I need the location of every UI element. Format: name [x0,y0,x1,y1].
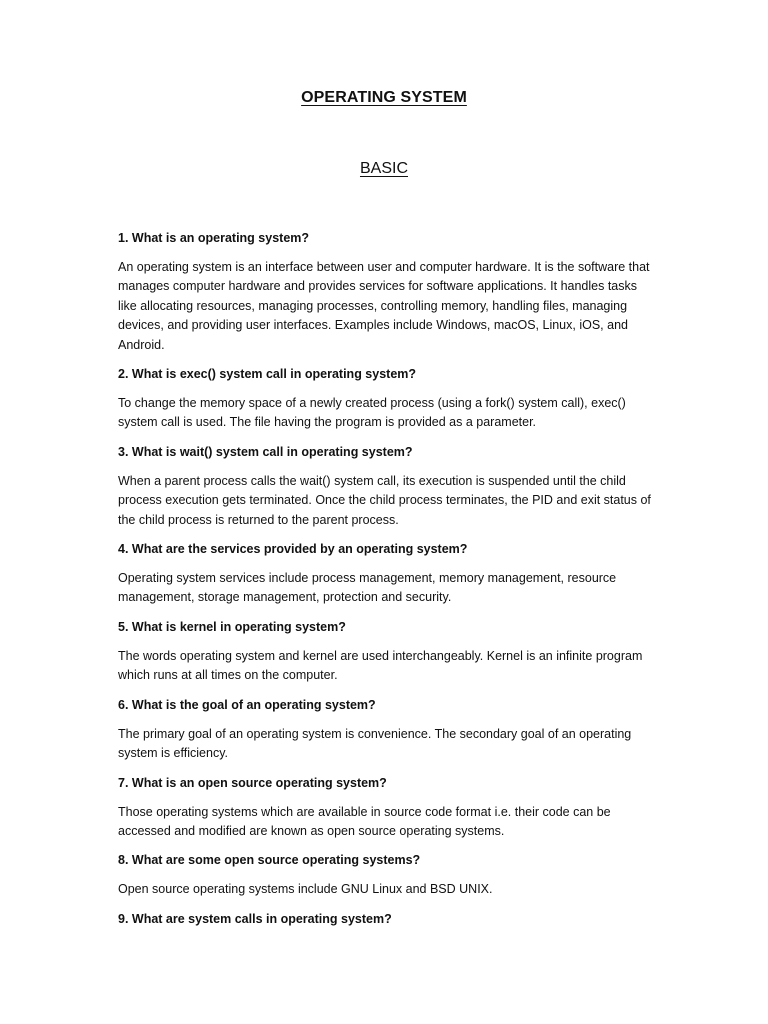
document-title: OPERATING SYSTEM [301,89,467,106]
answer-text: To change the memory space of a newly created process (using a fork() system call), exec() system call is used. The file having the program is provided as a parameter. [118,396,626,430]
question-text: 4. What are the services provided by an operating system? [118,542,468,557]
question-text: 3. What is wait() system call in operating system? [118,444,413,459]
answer-text: Open source operating systems include GNU Linux and BSD UNIX. [118,882,493,897]
section-title: BASIC [359,160,408,177]
answer-text: When a parent process calls the wait() system call, its execution is suspended until the child process execution gets terminated. Once the child process terminates, the PID and exit status of the child process is returned to the parent process. [118,473,651,527]
qa-item [118,910,658,928]
qa-item [118,774,658,842]
answer-text: Those operating systems which are available in source code format i.e. their code can be accessed and modified are known as open source operating systems. [118,804,611,838]
question-text: 2. What is exec() system call in operating system? [118,367,417,382]
question-text: 7. What is an open source operating system? [118,775,387,790]
qa-item [118,540,658,608]
answer-text: An operating system is an interface between user and computer hardware. It is the software that manages computer hardware and provides services for software applications. It handles tasks like allocating resources, managing processes, controlling memory, handling files, managing devices, and providing user interfaces. Examples include Windows, macOS, Linux, iOS, and Android. [118,260,650,352]
answer-text: Operating system services include process management, memory management, resource management, storage management, protection and security. [118,571,617,605]
question-text: 5. What is kernel in operating system? [118,619,346,634]
qa-item [118,229,658,355]
question-text: 1. What is an operating system? [118,231,310,245]
question-text: 9. What are system calls in operating system? [118,911,392,926]
qa-item [118,365,658,433]
question-text: 8. What are some open source operating systems? [118,853,421,868]
qa-item [118,618,658,686]
qa-item [118,851,658,899]
question-text: 6. What is the goal of an operating system? [118,697,376,712]
answer-text: The primary goal of an operating system is convenience. The secondary goal of an operating system is efficiency. [118,726,632,761]
qa-item [118,696,658,764]
qa-list [118,229,658,939]
qa-item [118,443,658,530]
answer-text: The words operating system and kernel are used interchangeably. Kernel is an infinite program which runs at all times on the computer. [118,648,643,683]
